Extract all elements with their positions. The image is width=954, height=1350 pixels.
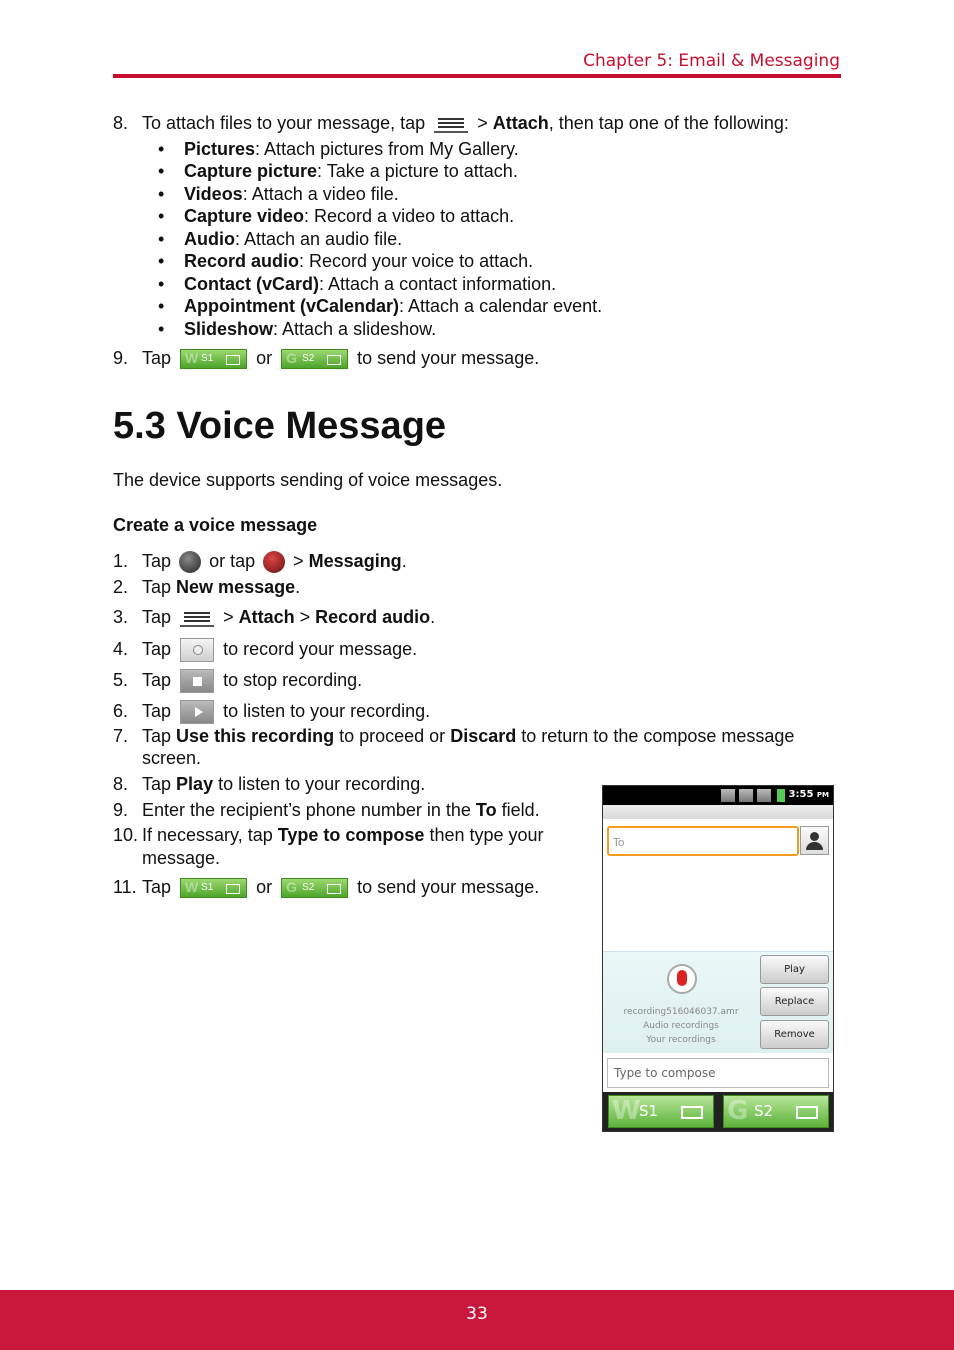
tap-text: Tap — [142, 348, 172, 368]
send-text: to send your message. — [357, 348, 540, 368]
step-10: 10. If necessary, tap Type to compose then type your — [113, 825, 544, 845]
stop-icon — [180, 669, 214, 693]
send-bar — [603, 1092, 833, 1132]
attach-option — [158, 161, 518, 182]
step-7-cont: screen. — [142, 748, 202, 768]
option-desc: : Attach a video file. — [242, 184, 399, 204]
attach-option — [158, 184, 399, 205]
replace-button[interactable]: Replace — [760, 987, 829, 1016]
option-desc: : Attach pictures from My Gallery. — [255, 139, 519, 159]
option-term: Appointment (vCalendar) — [184, 296, 400, 316]
step-3: 3. Tap > Attach > Record audio. — [113, 607, 436, 627]
option-term: Record audio — [184, 251, 300, 271]
step-6: 6. Tap to listen to your recording. — [113, 700, 430, 724]
status-time: 3:55 PM — [788, 789, 829, 800]
attach-option — [158, 296, 602, 317]
attach-option — [158, 229, 402, 250]
attach-option — [158, 274, 556, 295]
option-desc: : Take a picture to attach. — [317, 161, 518, 181]
option-term: Videos — [184, 184, 243, 204]
data-icon — [739, 789, 753, 802]
subhead: Create a voice message — [113, 515, 318, 535]
option-desc: : Attach a slideshow. — [273, 319, 437, 339]
attach-option — [158, 139, 519, 160]
recording-file: recording516046037.amr — [623, 1007, 739, 1017]
attach-step — [113, 113, 789, 134]
step-2: 2. Tap New message. — [113, 577, 301, 597]
option-term: Audio — [184, 229, 235, 249]
menu-icon — [180, 609, 214, 627]
step-number: 9. — [113, 348, 129, 368]
menu-icon — [434, 115, 468, 133]
messaging-icon — [179, 551, 201, 573]
option-term: Contact (vCard) — [184, 274, 320, 294]
send-s1-button-icon: W S1 — [180, 878, 247, 898]
page-number: 33 — [466, 1304, 488, 1324]
envelope-icon — [796, 1106, 818, 1119]
option-desc: : Attach an audio file. — [235, 229, 403, 249]
option-term: Capture picture — [184, 161, 318, 181]
option-desc: : Attach a contact information. — [319, 274, 557, 294]
section-intro: The device supports sending of voice messages. — [113, 470, 503, 490]
bullet-icon: • — [158, 296, 165, 316]
step-9: 9. Enter the recipient’s phone number in the To field. — [113, 800, 540, 820]
recording-type: Audio recordings — [643, 1021, 719, 1031]
gt-sign: > — [477, 113, 488, 133]
send-s1-button[interactable]: W S1 — [608, 1095, 714, 1128]
envelope-icon — [681, 1106, 703, 1119]
recording-source: Your recordings — [646, 1035, 716, 1045]
signal-icon — [721, 789, 735, 802]
bullet-icon: • — [158, 274, 165, 294]
attach-label: Attach — [492, 113, 549, 133]
title-bar — [603, 805, 833, 819]
status-bar — [603, 786, 833, 805]
bullet-icon: • — [158, 161, 165, 181]
play-button[interactable]: Play — [760, 955, 829, 984]
option-term: Slideshow — [184, 319, 274, 339]
option-desc: : Record your voice to attach. — [299, 251, 534, 271]
microphone-icon — [667, 964, 697, 994]
or-text: or — [256, 348, 273, 368]
header-rule — [113, 74, 841, 78]
step-8: 8. Tap Play to listen to your recording. — [113, 774, 426, 794]
person-icon — [810, 832, 819, 841]
step-number: 8. — [113, 113, 129, 133]
recording-info — [607, 1005, 755, 1047]
section-title: 5.3 Voice Message — [113, 405, 447, 447]
attach-option — [158, 206, 514, 227]
bullet-icon: • — [158, 184, 165, 204]
attachment-area — [603, 951, 833, 1053]
bullet-icon: • — [158, 251, 165, 271]
step-1: 1. Tap or tap > Messaging. — [113, 551, 407, 573]
phone-screenshot — [602, 785, 834, 1132]
send-step — [113, 348, 539, 369]
play-icon — [180, 700, 214, 724]
step-text-post: , then tap one of the following: — [548, 113, 789, 133]
step-4: 4. Tap to record your message. — [113, 638, 417, 662]
apps-icon — [263, 551, 285, 573]
bullet-icon: • — [158, 229, 165, 249]
option-desc: : Attach a calendar event. — [399, 296, 603, 316]
record-icon — [180, 638, 214, 662]
option-term: Pictures — [184, 139, 256, 159]
step-11: 11. Tap W S1 or G S2 to send your message. — [113, 877, 540, 897]
signal-icon — [757, 789, 771, 802]
send-s2-button-icon: G S2 — [281, 349, 348, 369]
step-text: To attach files to your message, tap — [142, 113, 426, 133]
bullet-icon: • — [158, 206, 165, 226]
battery-icon — [777, 789, 785, 802]
chapter-header: Chapter 5: Email & Messaging — [583, 51, 840, 71]
to-field[interactable]: To — [607, 826, 799, 856]
step-7: 7. Tap Use this recording to proceed or Discard to return to the compose message — [113, 726, 795, 746]
attach-option — [158, 251, 533, 272]
remove-button[interactable]: Remove — [760, 1020, 829, 1049]
step-5: 5. Tap to stop recording. — [113, 669, 362, 693]
contact-picker-button[interactable] — [800, 826, 829, 855]
send-s2-button-icon: G S2 — [281, 878, 348, 898]
step-10-cont: message. — [142, 848, 221, 868]
bullet-icon: • — [158, 319, 165, 339]
option-desc: : Record a video to attach. — [304, 206, 515, 226]
option-term: Capture video — [184, 206, 305, 226]
attach-option — [158, 319, 436, 340]
bullet-icon: • — [158, 139, 165, 159]
send-s2-button[interactable]: G S2 — [723, 1095, 829, 1128]
send-s1-button-icon: W S1 — [180, 349, 247, 369]
compose-input[interactable]: Type to compose — [607, 1058, 829, 1088]
